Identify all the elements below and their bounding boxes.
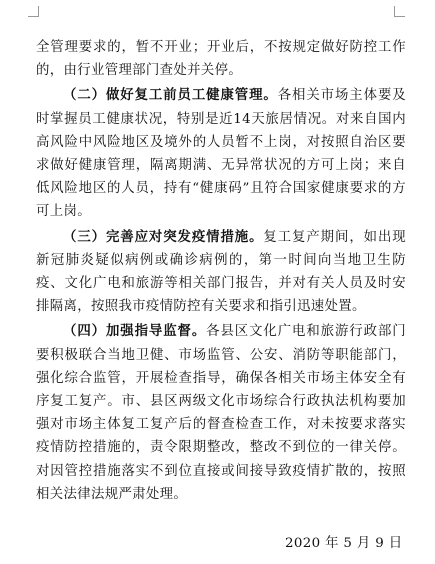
paragraph-text: 各县区文化广电和旅游行政部门要积极联合当地卫健、市场监管、公安、消防等职能部门，强化综合监管，开展检查指导，确保各相关市场主体安全有序复工复产。市、县区两级文化市场综合行政执法机构要加强对市场主体复工复产后的督查检查工作，对未按要求落实疫情防控措施的，责令限期整改，整改不到位的一律关停。对因管控措施落实不到位直接或间接导致疫情扩散的，按照相关法律法规严肃处理。 [36,324,406,502]
section-heading: （二）做好复工前员工健康管理。 [63,87,278,104]
paragraph-text: 复工复产期间，如出现新冠肺炎疑似病例或确诊病例的，第一时间向当地卫生防疫、文化广电和旅游等相关部门报告，并对有关人员及时安排隔离，按照我市疫情防控有关要求和指引迅速处置。 [36,229,406,315]
paragraph-text: 全管理要求的，暂不开业；开业后，不按规定做好防控工作的，由行业管理部门查处并关停。 [36,40,406,79]
document-body [36,36,406,508]
paragraph-text: 各相关市场主体要及时掌握员工健康状况，特别是近14天旅居情况。对来自国内高风险中风险地区及境外的人员暂不上岗，对按照自治区要求做好健康管理，隔离期满、无异常状况的方可上岗；来自低风险地区的人员，持有“健康码”且符合国家健康要求的方可上岗。 [36,88,406,220]
paragraph-staff-health [36,84,406,223]
page-corner-mark-right [394,6,405,17]
paragraph-emergency-measures [36,226,406,319]
paragraph-continuation [36,36,406,82]
section-heading: （三）完善应对突发疫情措施。 [63,228,264,245]
document-date: 2020 年 5 月 9 日 [285,536,403,551]
paragraph-supervision [36,320,406,506]
section-heading: （四）加强指导监督。 [63,323,207,340]
page-corner-mark-left [28,6,39,17]
